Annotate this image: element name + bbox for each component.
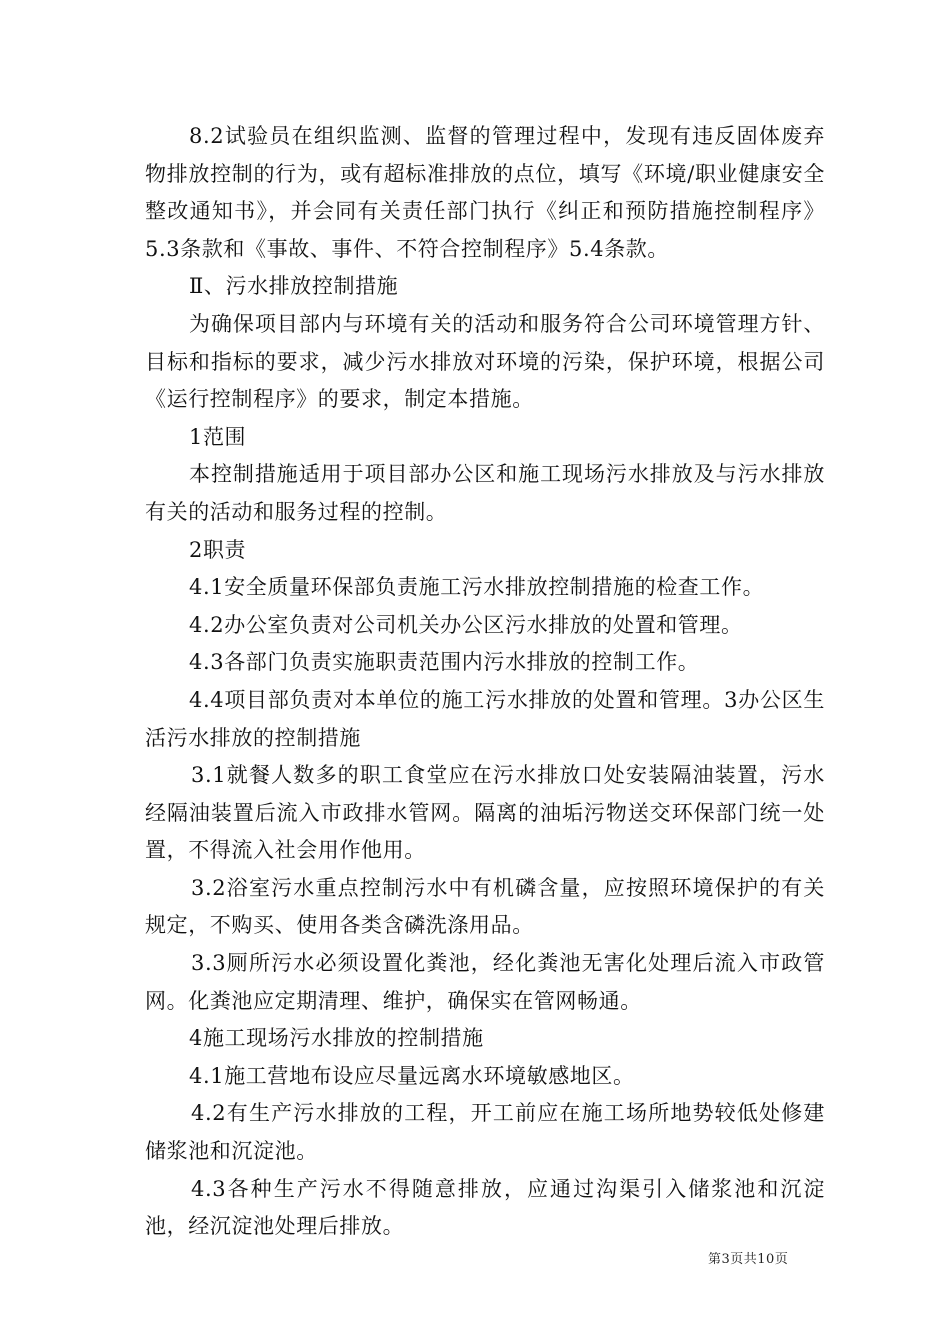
paragraph-3-1: 3.1就餐人数多的职工食堂应在污水排放口处安装隔油装置，污水经隔油装置后流入市政排水管网。隔离的油垢污物送交环保部门统一处置，不得流入社会用作他用。 [145, 763, 825, 863]
paragraph-site-4-1: 4.1施工营地布设应尽量远离水环境敏感地区。 [189, 1063, 635, 1088]
paragraph-scope: 本控制措施适用于项目部办公区和施工现场污水排放及与污水排放有关的活动和服务过程的控制。 [145, 462, 825, 524]
section-heading-wastewater: Ⅱ、污水排放控制措施 [189, 274, 399, 299]
heading-duties: 2职责 [189, 537, 247, 562]
paragraph-3-3: 3.3厕所污水必须设置化粪池，经化粪池无害化处理后流入市政管网。化粪池应定期清理、维护，确保实在管网畅通。 [145, 951, 825, 1013]
paragraph-4-4: 4.4项目部负责对本单位的施工污水排放的处置和管理。3办公区生活污水排放的控制措施 [145, 687, 825, 750]
heading-scope: 1范围 [189, 424, 247, 449]
paragraph-4-2: 4.2办公室负责对公司机关办公区污水排放的处置和管理。 [189, 612, 743, 637]
page-number: 第3页共10页 [708, 1252, 789, 1267]
paragraph-4-3: 4.3各部门负责实施职责范围内污水排放的控制工作。 [189, 650, 700, 675]
paragraph-site-4-3: 4.3各种生产污水不得随意排放，应通过沟渠引入储浆池和沉淀池，经沉淀池处理后排放。 [145, 1176, 825, 1239]
paragraph-3-2: 3.2浴室污水重点控制污水中有机磷含量，应按照环境保护的有关规定，不购买、使用各类含磷洗涤用品。 [145, 875, 825, 938]
paragraph-4-1: 4.1安全质量环保部负责施工污水排放控制措施的检查工作。 [189, 575, 765, 600]
paragraph-8-2: 8.2试验员在组织监测、监督的管理过程中，发现有违反固体废弃物排放控制的行为，或有超标准排放的点位，填写《环境/职业健康安全整改通知书》，并会同有关责任部门执行《纠正和预防措施控制程序》5.3条款和《事故、事件、不符合控制程序》5.4条款。 [145, 124, 825, 261]
paragraph-site-4-2: 4.2有生产污水排放的工程，开工前应在施工场所地势较低处修建储浆池和沉淀池。 [145, 1101, 825, 1164]
document-body [145, 118, 825, 1246]
heading-site-measures: 4施工现场污水排放的控制措施 [189, 1026, 484, 1051]
paragraph-purpose: 为确保项目部内与环境有关的活动和服务符合公司环境管理方针、目标和指标的要求，减少污水排放对环境的污染，保护环境，根据公司《运行控制程序》的要求，制定本措施。 [145, 311, 825, 412]
